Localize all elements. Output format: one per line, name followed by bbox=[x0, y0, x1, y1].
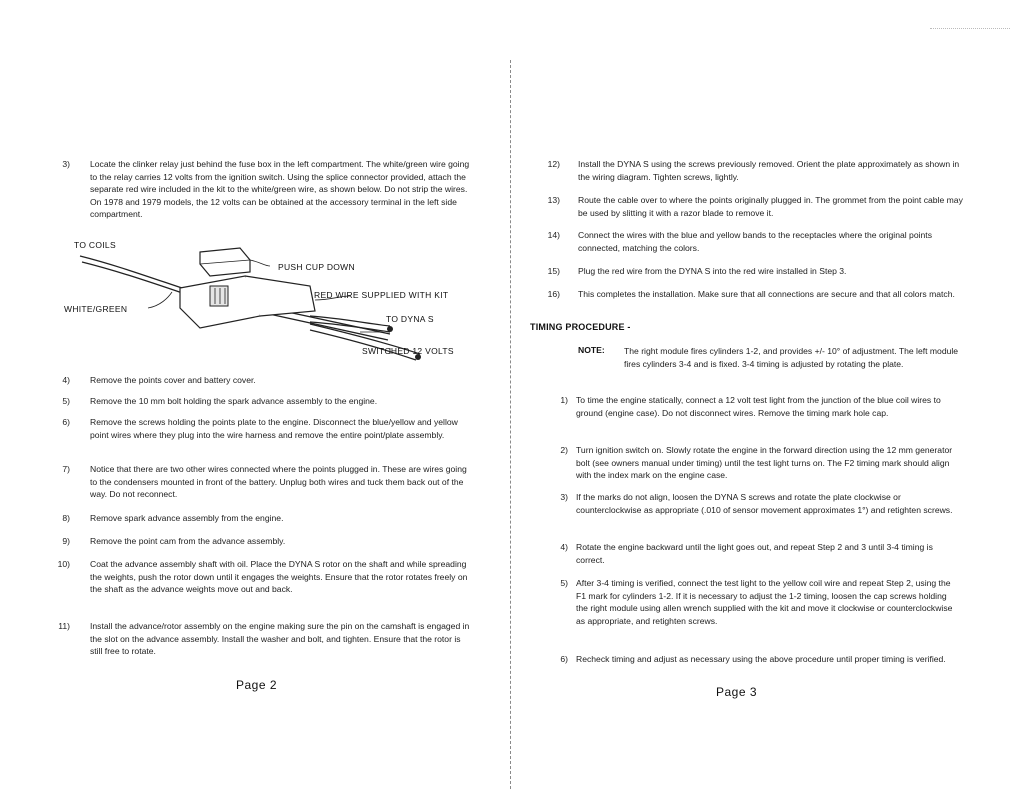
step-number: 13) bbox=[547, 195, 560, 205]
step-number: 8) bbox=[62, 513, 70, 523]
step-number: 3) bbox=[62, 159, 70, 169]
step-number: 6) bbox=[62, 417, 70, 427]
step-number: 4) bbox=[62, 375, 70, 385]
step-text: Install the DYNA S using the screws previously removed. Orient the plate approximately as shown in the wiring diagram. Tighten screws, lightly. bbox=[578, 159, 960, 182]
label-to-coils: TO COILS bbox=[74, 240, 116, 250]
step-number: 9) bbox=[62, 536, 70, 546]
page-right bbox=[512, 0, 1024, 789]
page-number: Page 2 bbox=[236, 678, 278, 692]
step-text: This completes the installation. Make sure that all connections are secure and that all colors match. bbox=[578, 289, 955, 299]
label-push-cup-down: PUSH CUP DOWN bbox=[278, 262, 355, 272]
step-text: To time the engine statically, connect a 12 volt test light from the junction of the blue coil wires to ground (engine case). Do not disconnect wires. Remove the timing mark hole cap. bbox=[576, 395, 941, 418]
step-text: Locate the clinker relay just behind the fuse box in the left compartment. The white/green wire going to the relay carries 12 volts from the ignition switch. Using the splice connector provided, attach the separate red wire included in the kit to the white/green wire, as shown below. Do not strip the wires. On 1978 and 1979 models, the 12 volts can be obtained at the accessory terminal in the left side compartment. bbox=[90, 159, 470, 220]
step-text: Connect the wires with the blue and yellow bands to the receptacles where the original points connected, matching the colors. bbox=[578, 230, 932, 253]
note-text: The right module fires cylinders 1-2, and provides +/- 10° of adjustment. The left module fires cylinders 3-4 and is fixed. 3-4 timing is adjusted by rotating the plate. bbox=[624, 346, 959, 369]
page-left bbox=[0, 0, 510, 789]
step-text: Remove the 10 mm bolt holding the spark advance assembly to the engine. bbox=[90, 396, 378, 406]
step-number: 10) bbox=[57, 559, 70, 569]
step-number: 4) bbox=[560, 542, 568, 552]
step-text: Remove the points cover and battery cover. bbox=[90, 375, 256, 385]
step-number: 3) bbox=[560, 492, 568, 502]
step-number: 1) bbox=[560, 395, 568, 405]
step-text: After 3-4 timing is verified, connect the test light to the yellow coil wire and repeat Step 2, using the F1 mark for cylinders 1-2. If it is necessary to adjust the 1-2 timing, loosen the cap screws holding the right module using allen wrench supplied with the kit and move it clockwise or counterclockwise as appropriate, and retighten screws. bbox=[576, 578, 953, 626]
label-red-wire: RED WIRE SUPPLIED WITH KIT bbox=[314, 290, 449, 300]
label-switched-12-volts: SWITCHED 12 VOLTS bbox=[362, 346, 454, 356]
page-fold-divider bbox=[510, 60, 511, 789]
step-number: 5) bbox=[62, 396, 70, 406]
step-text: Remove spark advance assembly from the engine. bbox=[90, 513, 284, 523]
step-text: Plug the red wire from the DYNA S into the red wire installed in Step 3. bbox=[578, 266, 847, 276]
step-text: Turn ignition switch on. Slowly rotate the engine in the forward direction using the 12 mm generator bolt (see owners manual under timing) until the test light turns on. The F2 timing mark should align with the index mark on the engine case. bbox=[576, 445, 953, 481]
step-number: 2) bbox=[560, 445, 568, 455]
step-number: 11) bbox=[58, 621, 70, 631]
timing-procedure-heading: TIMING PROCEDURE - bbox=[530, 322, 631, 332]
step-text: Notice that there are two other wires connected where the points plugged in. These are wires going to the condensers mounted in front of the battery. Unplug both wires and tuck them back out of the way. Do not reconnect. bbox=[90, 464, 467, 500]
step-number: 12) bbox=[547, 159, 560, 169]
step-text: If the marks do not align, loosen the DYNA S screws and rotate the plate clockwise or counterclockwise as appropriate (.010 of sensor movement approximates 1°) and retighten screws. bbox=[576, 492, 953, 515]
step-number: 6) bbox=[560, 654, 568, 664]
page-number: Page 3 bbox=[716, 685, 758, 699]
step-text: Coat the advance assembly shaft with oil. Place the DYNA S rotor on the shaft and while spreading the weights, push the rotor down until it engages the weights. Ensure that the rotor rotates freely on the shaft as the advance weights move out and back. bbox=[90, 559, 468, 595]
step-text: Install the advance/rotor assembly on the engine making sure the pin on the camshaft is engaged in the slot on the advance assembly. Install the washer and bolt, and tighten. Ensure that the rotor is still free to rotate. bbox=[90, 621, 470, 657]
step-number: 7) bbox=[62, 464, 70, 474]
step-text: Rotate the engine backward until the light goes out, and repeat Step 2 and 3 until 3-4 timing is correct. bbox=[576, 542, 933, 565]
note-label: NOTE: bbox=[578, 345, 605, 355]
step-text: Remove the screws holding the points plate to the engine. Disconnect the blue/yellow and yellow point wires where they plug into the wire harness and remove the entire point/plate assembly. bbox=[90, 417, 458, 440]
step-text: Remove the point cam from the advance assembly. bbox=[90, 536, 286, 546]
splice-connector-diagram bbox=[60, 236, 480, 376]
step-text: Route the cable over to where the points originally plugged in. The grommet from the point cable may be used by slitting it with a razor blade to remove it. bbox=[578, 195, 963, 218]
label-white-green: WHITE/GREEN bbox=[64, 304, 128, 314]
step-number: 16) bbox=[547, 289, 560, 299]
step-number: 14) bbox=[547, 230, 560, 240]
label-to-dyna-s: TO DYNA S bbox=[386, 314, 434, 324]
step-number: 15) bbox=[547, 266, 560, 276]
step-text: Recheck timing and adjust as necessary using the above procedure until proper timing is verified. bbox=[576, 654, 946, 664]
step-number: 5) bbox=[560, 578, 568, 588]
